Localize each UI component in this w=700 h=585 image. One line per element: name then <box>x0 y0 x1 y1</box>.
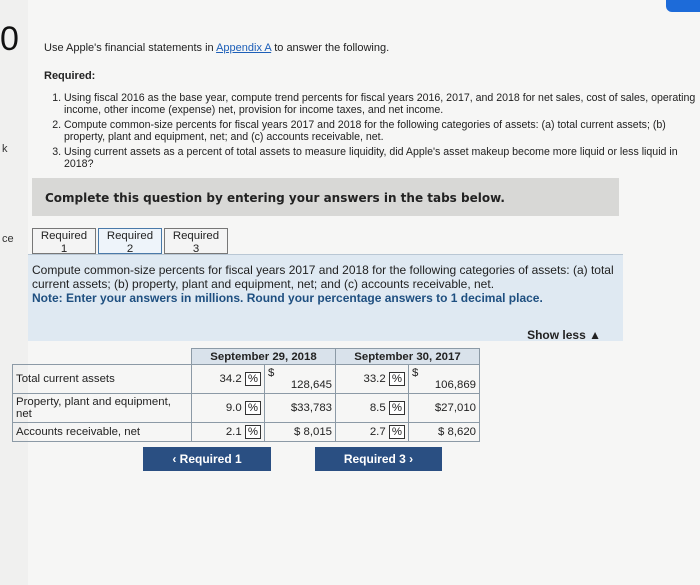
row-label: Total current assets <box>13 365 192 394</box>
amount-input[interactable]: $ 8,620 <box>409 423 480 442</box>
percent-input[interactable]: 9.0 <box>225 402 242 414</box>
requirements-list <box>48 92 700 172</box>
tab-required-2[interactable]: Required 2 <box>98 228 162 254</box>
tab-bar <box>32 228 228 254</box>
appendix-link[interactable]: Appendix A <box>216 42 272 54</box>
left-rail <box>0 0 28 585</box>
requirement-item: 3. Using current assets as a percent of total assets to measure liquidity, did Apple's asset makeup become more liquid or less liquid in 2018? <box>64 146 700 171</box>
tab-required-1[interactable]: Required 1 <box>32 228 96 254</box>
amount-input[interactable]: $33,783 <box>265 394 336 423</box>
top-right-button[interactable] <box>666 0 700 12</box>
panel-instruction: Compute common-size percents for fiscal years 2017 and 2018 for the following categories of assets: (a) total current assets; (b) property, plant and equipment, net; and (c) accounts receivable, net. Note: Enter your answers in millions. Round your percentage answers to 1 decimal place. <box>32 263 622 305</box>
requirement-item: 1. Using fiscal 2016 as the base year, compute trend percents for fiscal years 2016, 2017, and 2018 for net sales, cost of sales, operating income, other income (expense) net, provision for income taxes, and net income. <box>64 92 700 117</box>
table-row: Property, plant and equipment, net 9.0 % $33,783 8.5 % $27,010 <box>13 394 480 423</box>
required-heading: Required: <box>44 70 96 82</box>
chevron-left-icon: ‹ <box>172 452 177 466</box>
percent-input[interactable]: 34.2 <box>219 373 242 385</box>
chevron-right-icon: › <box>409 452 414 466</box>
percent-input[interactable]: 2.1 <box>225 426 242 438</box>
answer-table <box>12 348 480 442</box>
question-panel <box>28 254 623 341</box>
amount-input[interactable]: 106,869 <box>434 379 476 391</box>
row-label: Accounts receivable, net <box>13 423 192 442</box>
panel-note: Note: Enter your answers in millions. Round your percentage answers to 1 decimal place. <box>32 291 543 305</box>
amount-input[interactable]: $27,010 <box>409 394 480 423</box>
percent-input[interactable]: 2.7 <box>369 426 386 438</box>
question-number: 0 <box>0 20 19 58</box>
triangle-up-icon: ▲ <box>589 328 601 342</box>
percent-input[interactable]: 33.2 <box>363 373 386 385</box>
tab-required-3[interactable]: Required 3 <box>164 228 228 254</box>
instruction-banner: Complete this question by entering your answers in the tabs below. <box>32 178 619 216</box>
column-header-2018: September 29, 2018 <box>192 349 336 365</box>
show-less-link[interactable]: Show less ▲ <box>527 328 601 342</box>
intro-text: Use Apple's financial statements in Appendix A to answer the following. <box>44 42 390 54</box>
rail-fragment: ce <box>2 233 14 245</box>
amount-input[interactable]: 128,645 <box>290 379 332 391</box>
percent-input[interactable]: 8.5 <box>369 402 386 414</box>
column-header-2017: September 30, 2017 <box>336 349 480 365</box>
next-required-button[interactable]: Required 3 › <box>315 447 442 471</box>
row-label: Property, plant and equipment, net <box>13 394 192 423</box>
prev-required-button[interactable]: ‹ Required 1 <box>143 447 271 471</box>
table-row: Accounts receivable, net 2.1 % $ 8,015 2.7 % $ 8,620 <box>13 423 480 442</box>
rail-fragment: k <box>2 143 8 155</box>
table-row: Total current assets 34.2 % $ 128,645 33.2 % $ 106,869 <box>13 365 480 394</box>
amount-input[interactable]: $ 8,015 <box>265 423 336 442</box>
requirement-item: 2. Compute common-size percents for fiscal years 2017 and 2018 for the following categories of assets: (a) total current assets; (b) property, plant and equipment, net; and (c) accounts receivable, net. <box>64 119 700 144</box>
